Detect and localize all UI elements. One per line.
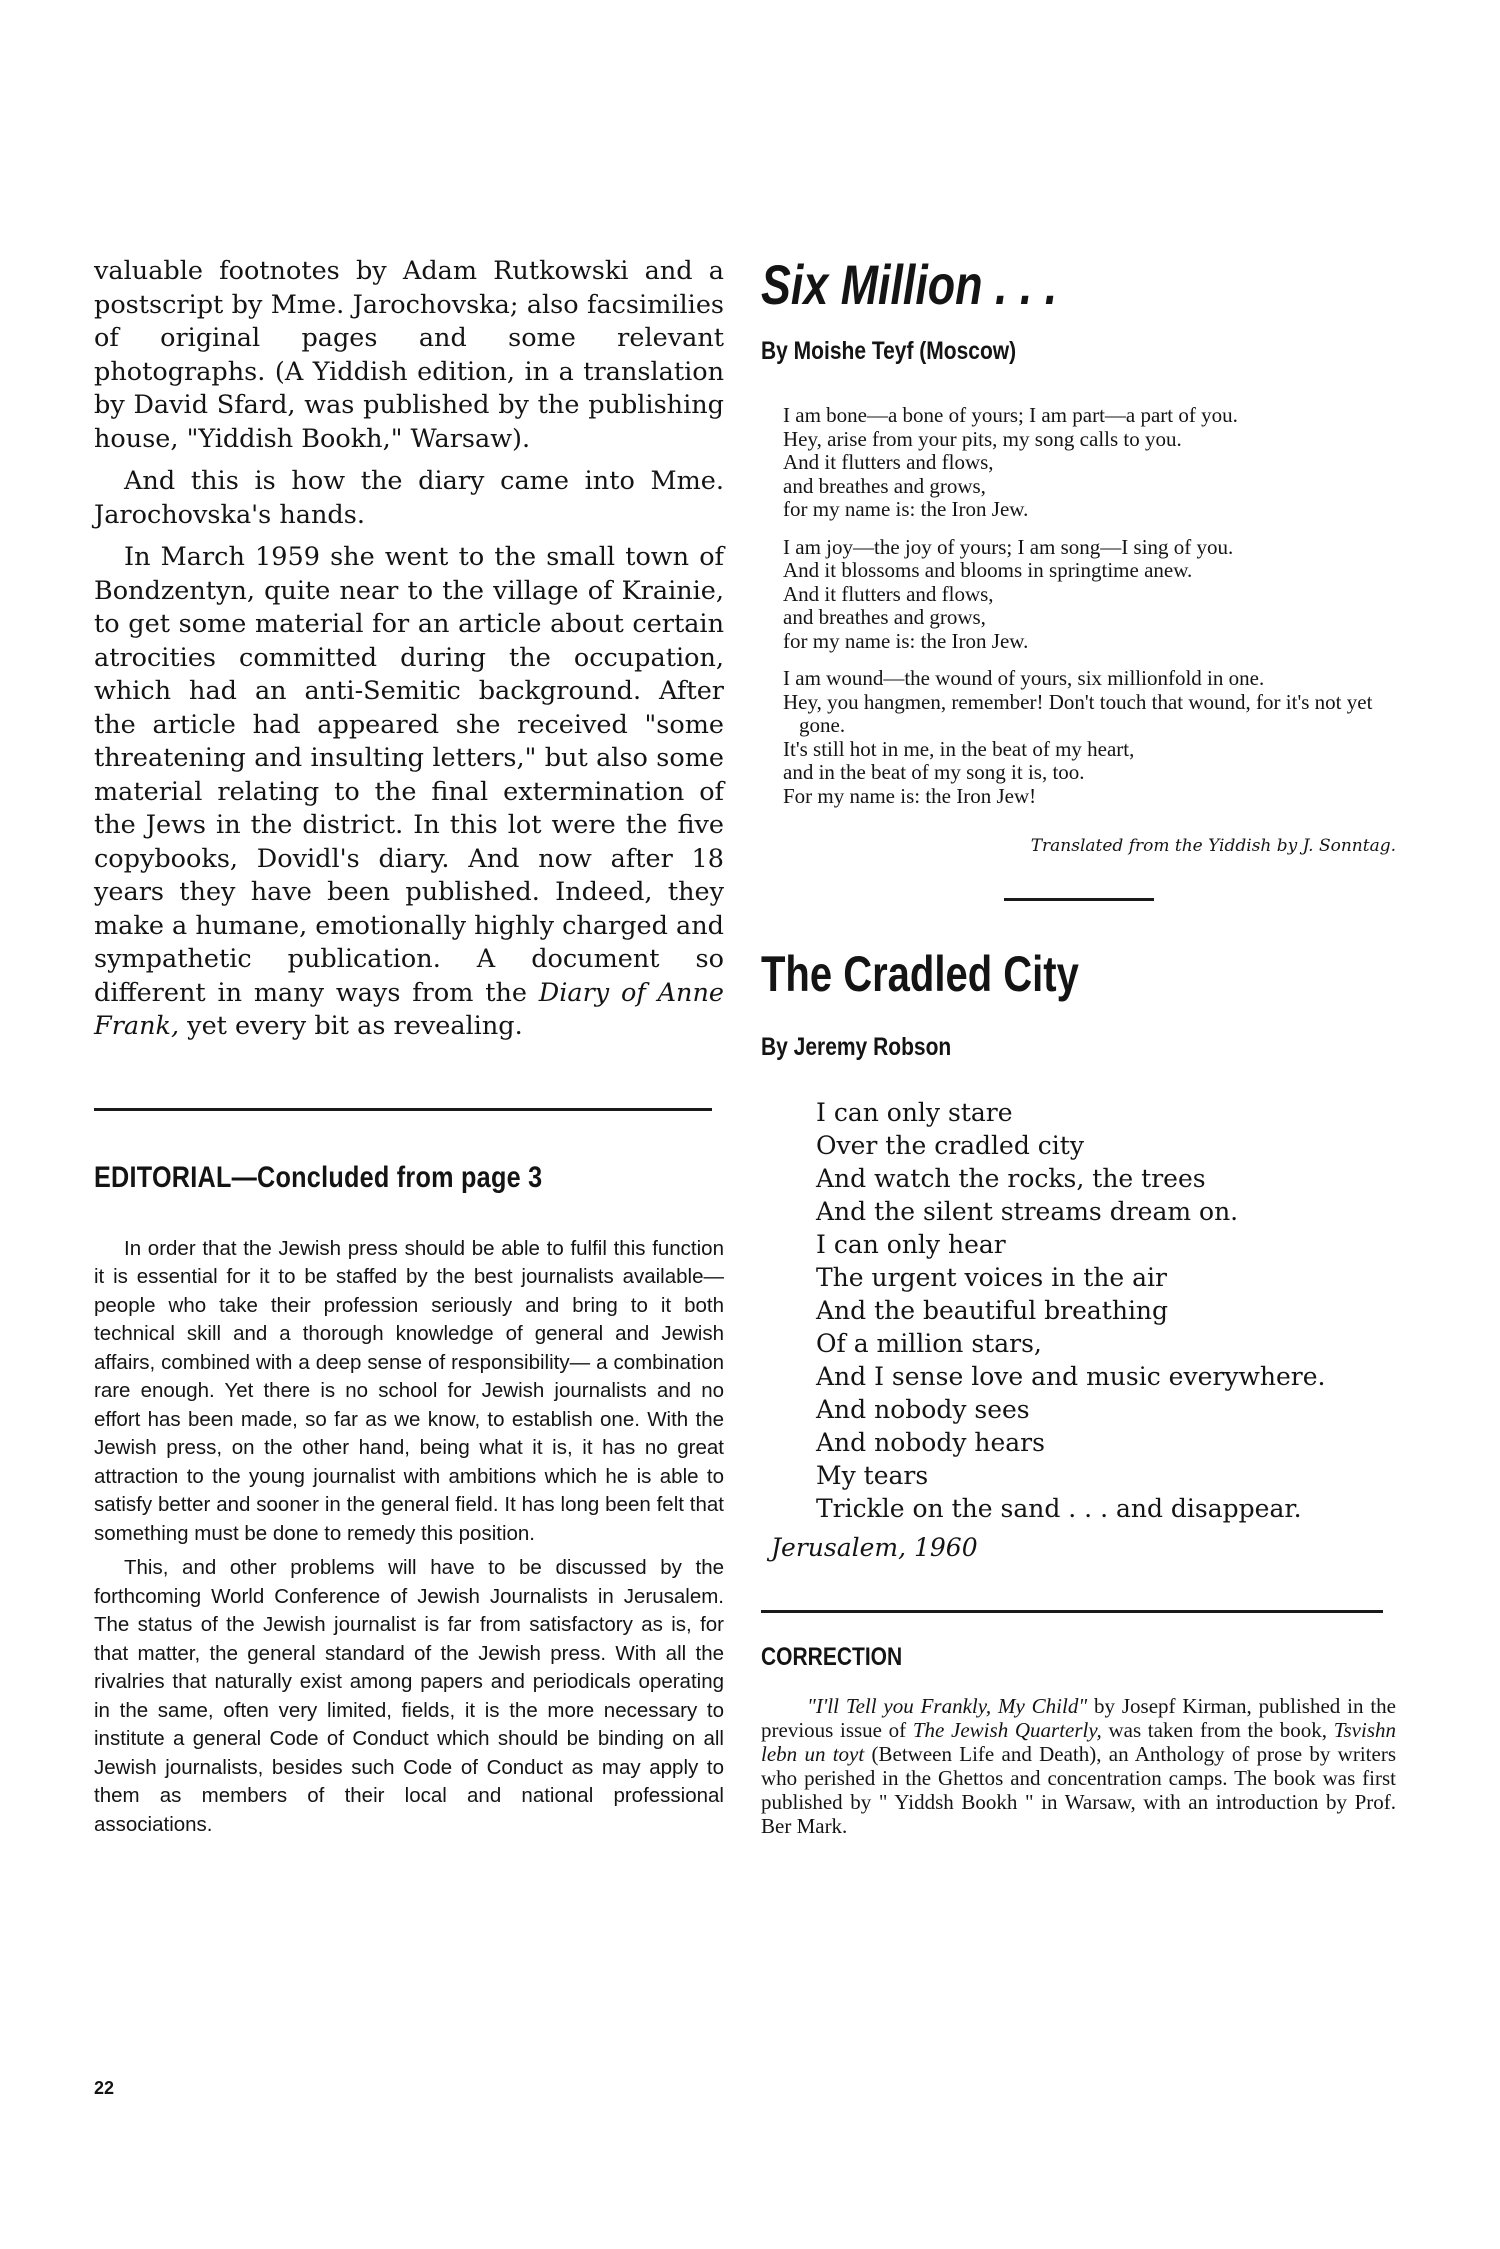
diary-title: Diary of Anne Frank, xyxy=(94,977,724,1041)
poem-line: For my name is: the Iron Jew! xyxy=(783,783,1037,808)
poem-byline: By Moishe Teyf (Moscow) xyxy=(761,337,1017,365)
poem-line: and breathes and grows, xyxy=(783,473,986,498)
poem-line: My tears xyxy=(816,1461,929,1490)
intro-paragraph: valuable footnotes by Adam Rutkowski and a postscript by Mme. Jarochovska; also facsimilies of original pages and some relevant photographs. (A Yiddish edition, in a translation by David Sfard, was published by the publishing house, "Yiddish Bookh," Warsaw). xyxy=(94,256,724,454)
correction-text: "I'll Tell you Frankly, My Child" by Josepf Kirman, published in the previous issue of The Jewish Quarterly, was taken from the book, Tsvishn lebn un toyt (Between Life and Death), an Anthology of prose by writers who perished in the Ghettos and concentration camps. The book was first published by " Yiddsh Bookh " in Warsaw, with an introduction by Prof. Ber Mark. xyxy=(761,1694,1396,1838)
poem-line: Trickle on the sand . . . and disappear. xyxy=(816,1494,1302,1523)
poem-line: And the beautiful breathing xyxy=(816,1296,1169,1325)
intro-paragraph: And this is how the diary came into Mme. Jarochovska's hands. xyxy=(94,466,724,530)
poem-line: And it flutters and flows, xyxy=(783,581,994,606)
editorial-paragraph: This, and other problems will have to be discussed by the forthcoming World Conference of Jewish Journalists in Jerusalem. The status of the Jewish journalist is far from satisfactory as is, for that matter, the general standard of the Jewish press. With all the rivalries that naturally exist among papers and periodicals operating in the same, often very limited, fields, it is the more necessary to institute a general Code of Conduct which should be binding on all Jewish journalists, besides such Code of Conduct as may apply to them as members of their local and national professional associations. xyxy=(94,1556,724,1836)
poem-line: for my name is: the Iron Jew. xyxy=(783,497,1029,521)
poem-line: And watch the rocks, the trees xyxy=(816,1164,1206,1193)
poem-line: Over the cradled city xyxy=(816,1131,1084,1160)
poem-stanza xyxy=(783,536,1396,654)
poem-cradled-city xyxy=(816,1096,1396,1525)
intro-paragraph: In March 1959 she went to the small town of Bondzentyn, quite near to the village of Krainie, to get some material for an article about certain atrocities committed during the occupation, which had an anti-Semitic background. After the article had appeared she received "some threatening and insulting letters," but also some material relating to the final extermination of the Jews in the district. In this lot were the five copybooks, Dovidl's diary. And now after 18 years they have been published. Indeed, they make a humane, emotionally highly charged and sympathetic publication. A document so different in many ways from the Diary of Anne Frank, yet every bit as revealing. xyxy=(94,542,725,1041)
poem-line: and breathes and grows, xyxy=(783,605,986,629)
article-continuation xyxy=(94,255,724,1044)
poem-line: and in the beat of my song it is, too. xyxy=(783,760,1085,784)
poem-line: And I sense love and music everywhere. xyxy=(816,1362,1326,1391)
poem-stanza xyxy=(783,404,1396,522)
correction-heading: CORRECTION xyxy=(761,1643,903,1671)
poem-line: Of a million stars, xyxy=(816,1329,1042,1358)
poem-six-million xyxy=(761,404,1396,808)
poem-line: And nobody sees xyxy=(816,1395,1030,1424)
poem-byline: By Jeremy Robson xyxy=(761,1033,952,1061)
section-divider xyxy=(94,1108,712,1111)
poem-line: Hey, arise from your pits, my song calls to you. xyxy=(783,426,1182,451)
right-column xyxy=(761,255,1396,1838)
poem-title-cradled-city: The Cradled City xyxy=(761,946,1079,1002)
poem-line: The urgent voices in the air xyxy=(816,1263,1167,1292)
editorial-body xyxy=(94,1235,724,1840)
left-column xyxy=(94,255,724,1839)
poem-date: Jerusalem, 1960 xyxy=(771,1533,978,1562)
poem-line: I am wound—the wound of yours, six millionfold in one. xyxy=(783,666,1265,690)
poem-line: for my name is: the Iron Jew. xyxy=(783,628,1029,653)
poem-line: I am bone—a bone of yours; I am part—a part of you. xyxy=(783,403,1238,427)
section-divider xyxy=(761,1610,1383,1613)
short-divider xyxy=(1004,898,1154,901)
poem-line: I am joy—the joy of yours; I am song—I sing of you. xyxy=(783,534,1234,559)
poem-line: And it blossoms and blooms in springtime anew. xyxy=(783,558,1193,582)
editorial-paragraph: In order that the Jewish press should be able to fulfil this function it is essential for it to be staffed by the best journalists available—people who take their profession seriously and bring to it both technical skill and a thorough knowledge of general and Jewish affairs, combined with a deep sense of responsibility— a combination rare enough. Yet there is no school for Jewish journalists and no effort has been made, so far as we know, to establish one. With the Jewish press, on the other hand, being what it is, it has no great attraction to the young journalist with ambitions which he is able to satisfy better and sooner in the general field. It has long been felt that something must be done to remedy this position. xyxy=(94,1236,724,1545)
poem-line: Hey, you hangmen, remember! Don't touch that wound, for it's not yet gone. xyxy=(783,689,1373,737)
poem-stanza xyxy=(783,667,1396,808)
poem-title-six-million: Six Million . . . xyxy=(761,253,1058,316)
poem-line: I can only hear xyxy=(816,1230,1006,1259)
poem-line: And nobody hears xyxy=(816,1428,1045,1457)
poem-line: I can only stare xyxy=(816,1098,1013,1127)
poem-line: It's still hot in me, in the beat of my heart, xyxy=(783,736,1135,761)
poem-line: And the silent streams dream on. xyxy=(816,1197,1239,1226)
translation-credit: Translated from the Yiddish by J. Sonntag. xyxy=(1030,836,1396,856)
editorial-heading: EDITORIAL—Concluded from page 3 xyxy=(94,1160,543,1194)
page-number: 22 xyxy=(94,2078,115,2098)
poem-line: And it flutters and flows, xyxy=(783,450,994,474)
